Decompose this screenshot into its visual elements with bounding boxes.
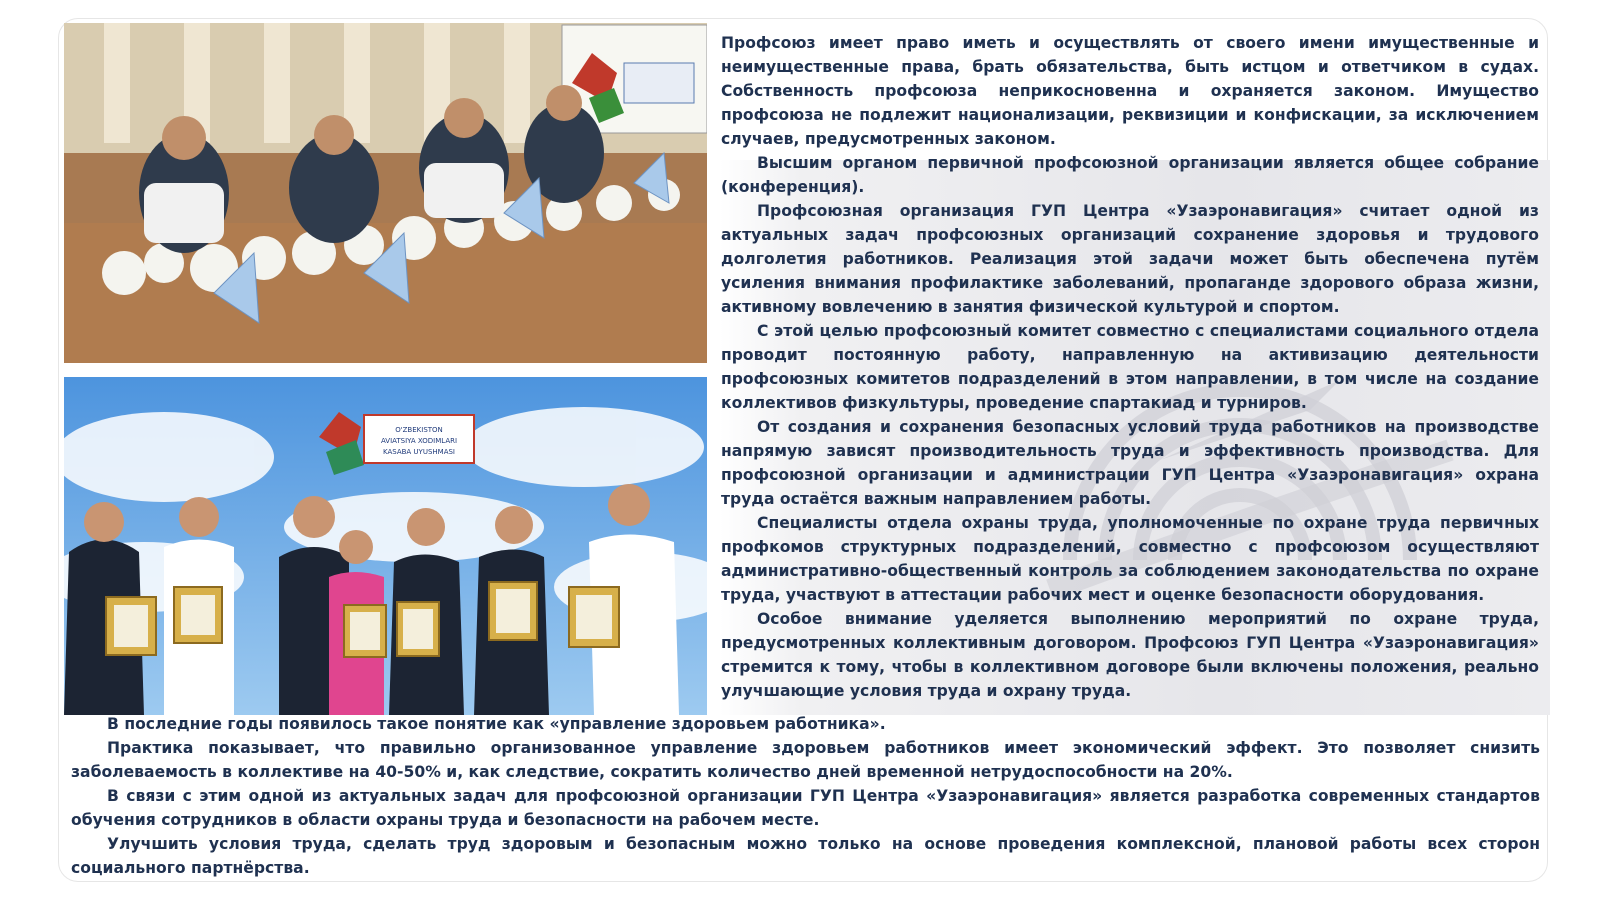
svg-text:AVIATSIYA XODIMLARI: AVIATSIYA XODIMLARI	[380, 437, 458, 445]
paragraph-training-standards: В связи с этим одной из актуальных задач для профсоюзной организации ГУП Центра «Узаэронавигация» является разработка современных стандартов обучения сотрудников в области охраны труда и безопасности на рабочем месте.	[71, 787, 1540, 829]
paragraph-committee-work: С этой целью профсоюзный комитет совместно с специалистами социального отдела проводит постоянную работу, направленную на активизацию деятельности профсоюзных комитетов подразделений в этом направлении, в том числе на создание коллективов физкультуры, проведение спартакиад и турниров.	[721, 322, 1539, 412]
meeting-photo	[64, 23, 707, 363]
paragraph-property-rights: Профсоюз имеет право иметь и осуществлять от своего имени имущественные и неимущественные права, брать обязательства, быть истцом и ответчиком в судах. Собственность профсоюза неприкосновенна и охраняется законом. Имущество профсоюза не подлежит национализации, реквизиции и конфискации, за исключением случаев, предусмотренных законом.	[721, 34, 1539, 148]
paragraph-safe-conditions: От создания и сохранения безопасных условий труда работников на производстве напрямую зависят производительность труда и эффективность производства. Для профсоюзной организации и администрации ГУП Центра «Узаэронавигация» охрана труда остаётся важным направлением работы.	[721, 418, 1539, 508]
paragraph-health-management: В последние годы появилось такое понятие как «управление здоровьем работника».	[107, 715, 886, 733]
award-ceremony-photo	[64, 377, 707, 715]
paragraph-health-task: Профсоюзная организация ГУП Центра «Узаэронавигация» считает одной из актуальных задач профсоюзных организаций сохранение здоровья и трудового долголетия работников. Реализация этой задачи может быть обеспечена путём усиления внимания профилактике заболеваний, пропаганде здорового образа жизни, активному вовлечению в занятия физической культурой и спортом.	[721, 202, 1539, 316]
paragraph-highest-body: Высшим органом первичной профсоюзной организации является общее собрание (конференция).	[721, 154, 1539, 196]
paragraph-practice-shows: Практика показывает, что правильно организованное управление здоровьем работников имеет экономический эффект. Это позволяет снизить заболеваемость в коллективе на 40-50% и, как следствие, сократить количество дней временной нетрудоспособности на 20%.	[71, 739, 1540, 781]
svg-text:O'ZBEKISTON: O'ZBEKISTON	[395, 426, 443, 434]
paragraph-collective-agreement: Особое внимание уделяется выполнению мероприятий по охране труда, предусмотренных коллективным договором. Профсоюз ГУП Центра «Узаэронавигация» стремится к тому, чтобы в коллективном договоре были включены положения, реально улучшающие условия труда и охрану труда.	[721, 610, 1539, 700]
paragraph-safety-specialists: Специалисты отдела охраны труда, уполномоченные по охране труда первичных профкомов структурных подразделений, совместно с профсоюзом осуществляют административно-общественный контроль за соблюдением законодательства по охране труда, участвуют в аттестации рабочих мест и оценке безопасности оборудования.	[721, 514, 1539, 604]
bottom-text-section	[71, 712, 1540, 880]
paragraph-social-partnership: Улучшить условия труда, сделать труд здоровым и безопасным можно только на основе проведения комплексной, плановой работы всех сторон социального партнёрства.	[71, 835, 1540, 877]
right-text-column	[721, 31, 1539, 703]
svg-text:KASABA UYUSHMASI: KASABA UYUSHMASI	[383, 448, 455, 456]
